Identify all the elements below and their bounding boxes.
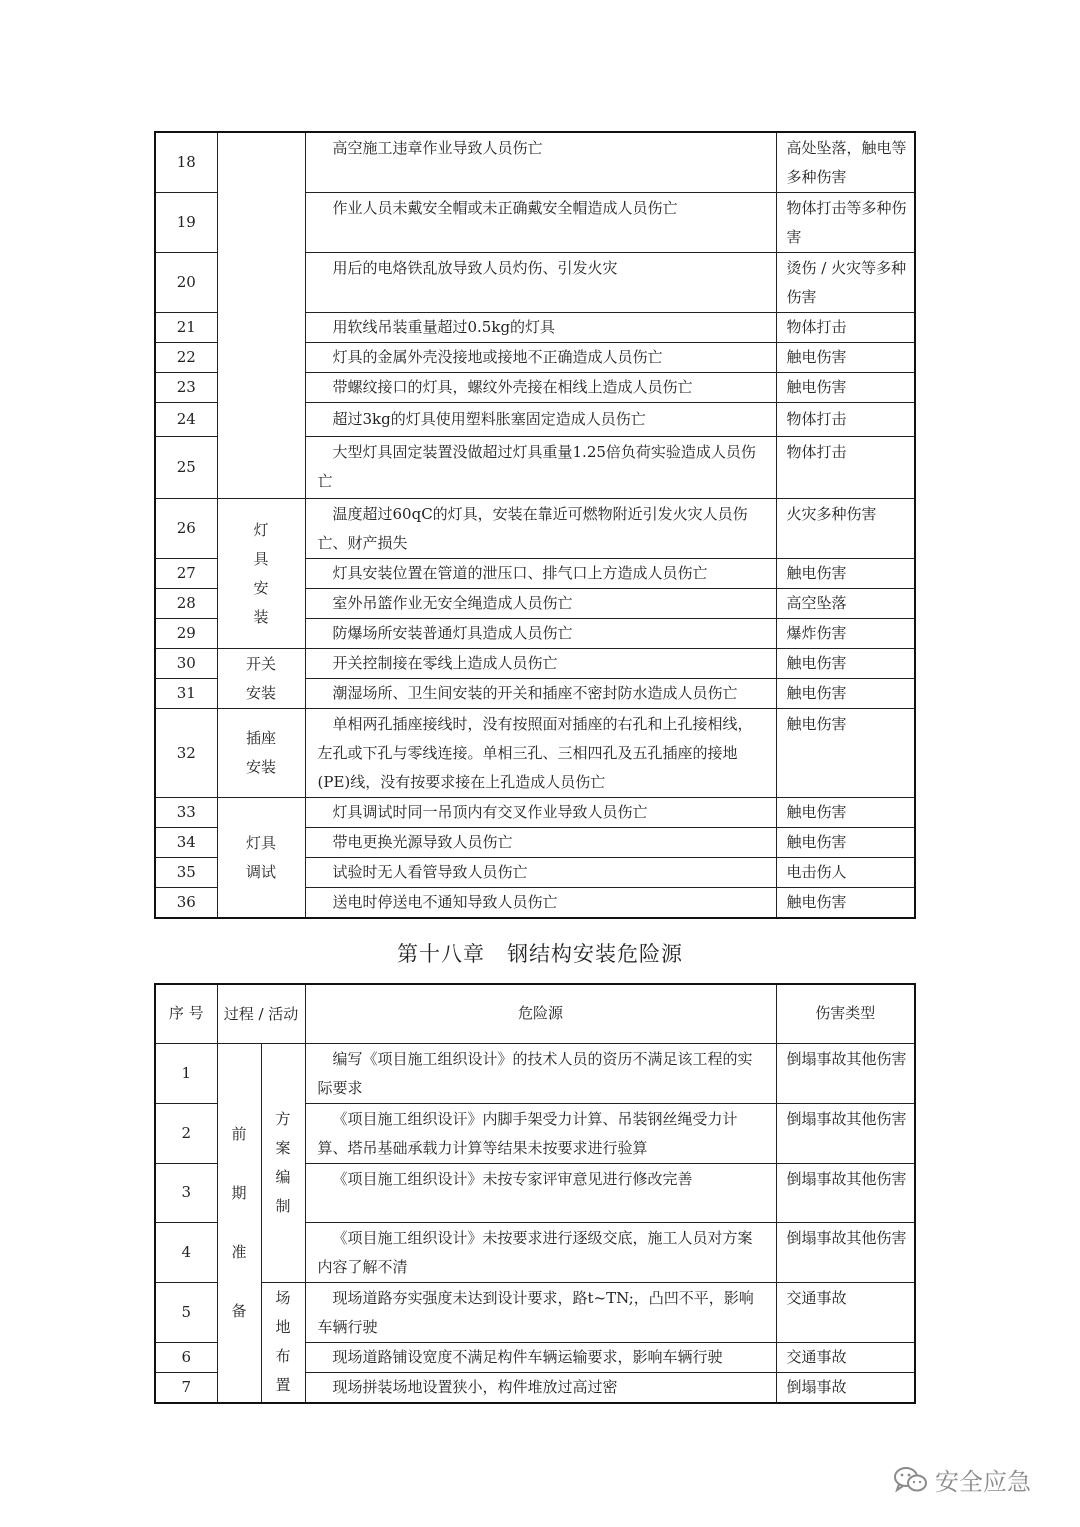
row-number: 35 (155, 858, 217, 888)
harm-type-cell: 物体打击 (776, 403, 915, 437)
harm-type-cell: 爆炸伤害 (776, 619, 915, 649)
hazard-table-electrical (154, 131, 916, 919)
row-number: 23 (155, 373, 217, 403)
hazard-table-steel-structure (154, 983, 916, 1404)
row-number: 4 (155, 1222, 217, 1282)
harm-type-cell: 交通事故 (776, 1282, 915, 1342)
hazard-cell: 现场拼装场地设置狭小，构件堆放过高过密 (305, 1372, 776, 1403)
harm-type-cell: 触电伤害 (776, 343, 915, 373)
hazard-cell: 灯具安装位置在管道的泄压口、排气口上方造成人员伤亡 (305, 559, 776, 589)
harm-type-cell: 倒塌事故其他伤害 (776, 1163, 915, 1222)
row-number: 2 (155, 1103, 217, 1163)
row-number: 27 (155, 559, 217, 589)
table-row (155, 649, 915, 679)
harm-type-cell: 触电伤害 (776, 649, 915, 679)
row-number: 3 (155, 1163, 217, 1222)
table-row (155, 709, 915, 798)
header-no: 序 号 (155, 984, 217, 1043)
harm-type-cell: 倒塌事故其他伤害 (776, 1222, 915, 1282)
hazard-cell: 用后的电烙铁乱放导致人员灼伤、引发火灾 (305, 253, 776, 313)
row-number: 21 (155, 313, 217, 343)
harm-type-cell: 倒塌事故其他伤害 (776, 1103, 915, 1163)
hazard-cell: 现场道路铺设宽度不满足构件车辆运输要求，影响车辆行驶 (305, 1342, 776, 1372)
row-number: 24 (155, 403, 217, 437)
row-number: 33 (155, 798, 217, 828)
watermark-text: 安全应急 (935, 1468, 1031, 1496)
hazard-cell: 温度超过60qC的灯具，安装在靠近可燃物附近引发火灾人员伤亡、财产损失 (305, 499, 776, 559)
harm-type-cell: 倒塌事故其他伤害 (776, 1043, 915, 1103)
process-site: 场 地 布 置 (261, 1282, 305, 1403)
hazard-cell: 高空施工违章作业导致人员伤亡 (305, 132, 776, 193)
process-lamp-debug: 灯具 调试 (217, 798, 305, 919)
row-number: 36 (155, 888, 217, 919)
harm-type-cell: 触电伤害 (776, 373, 915, 403)
table-row (155, 798, 915, 828)
hazard-cell: 作业人员未戴安全帽或未正确戴安全帽造成人员伤亡 (305, 193, 776, 253)
harm-type-cell: 烫伤 / 火灾等多种伤害 (776, 253, 915, 313)
row-number: 32 (155, 709, 217, 798)
table-header-row (155, 984, 915, 1043)
table-row (155, 499, 915, 559)
row-number: 6 (155, 1342, 217, 1372)
row-number: 18 (155, 132, 217, 193)
table-row (155, 1043, 915, 1103)
row-number: 25 (155, 437, 217, 499)
row-number: 34 (155, 828, 217, 858)
harm-type-cell: 触电伤害 (776, 709, 915, 798)
row-number: 20 (155, 253, 217, 313)
row-number: 30 (155, 649, 217, 679)
hazard-cell: 带电更换光源导致人员伤亡 (305, 828, 776, 858)
harm-type-cell: 触电伤害 (776, 559, 915, 589)
table-row (155, 1282, 915, 1342)
row-number: 28 (155, 589, 217, 619)
row-number: 5 (155, 1282, 217, 1342)
hazard-cell: 开关控制接在零线上造成人员伤亡 (305, 649, 776, 679)
hazard-cell: 灯具调试时同一吊顶内有交叉作业导致人员伤亡 (305, 798, 776, 828)
harm-type-cell: 物体打击 (776, 437, 915, 499)
row-number: 22 (155, 343, 217, 373)
harm-type-cell: 物体打击等多种伤害 (776, 193, 915, 253)
header-harm-type: 伤害类型 (776, 984, 915, 1043)
hazard-cell: 灯具的金属外壳没接地或接地不正确造成人员伤亡 (305, 343, 776, 373)
chapter-title: 第十八章 钢结构安装危险源 (397, 942, 683, 966)
row-number: 19 (155, 193, 217, 253)
wechat-icon (893, 1465, 929, 1495)
row-number: 31 (155, 679, 217, 709)
harm-type-cell: 高空坠落 (776, 589, 915, 619)
harm-type-cell: 触电伤害 (776, 798, 915, 828)
process-switch-install: 开关 安装 (217, 649, 305, 709)
hazard-cell: 送电时停送电不通知导致人员伤亡 (305, 888, 776, 919)
process-prep: 前 期 准 备 (217, 1043, 261, 1403)
hazard-cell: 现场道路夯实强度未达到设计要求，路t~TN;，凸凹不平，影响车辆行驶 (305, 1282, 776, 1342)
hazard-cell: 编写《项目施工组织设计》的技术人员的资历不满足该工程的实际要求 (305, 1043, 776, 1103)
process-plan: 方 案 编 制 (261, 1043, 305, 1282)
watermark (893, 1462, 1031, 1497)
hazard-cell: 潮湿场所、卫生间安装的开关和插座不密封防水造成人员伤亡 (305, 679, 776, 709)
hazard-cell: 大型灯具固定装置没做超过灯具重量1.25倍负荷实验造成人员伤亡 (305, 437, 776, 499)
hazard-cell: 单相两孔插座接线时，没有按照面对插座的右孔和上孔接相线，左孔或下孔与零线连接。单相三孔、三相四孔及五孔插座的接地(PE)线，没有按要求接在上孔造成人员伤亡 (305, 709, 776, 798)
header-process: 过程 / 活动 (217, 984, 305, 1043)
hazard-cell: 带螺纹接口的灯具，螺纹外壳接在相线上造成人员伤亡 (305, 373, 776, 403)
row-number: 26 (155, 499, 217, 559)
harm-type-cell: 触电伤害 (776, 888, 915, 919)
hazard-cell: 试验时无人看管导致人员伤亡 (305, 858, 776, 888)
hazard-cell: 室外吊篮作业无安全绳造成人员伤亡 (305, 589, 776, 619)
table-row (155, 132, 915, 193)
process-cell-empty (217, 132, 305, 499)
process-lamp-install: 灯 具 安 装 (217, 499, 305, 649)
row-number: 7 (155, 1372, 217, 1403)
harm-type-cell: 交通事故 (776, 1342, 915, 1372)
row-number: 1 (155, 1043, 217, 1103)
harm-type-cell: 触电伤害 (776, 679, 915, 709)
harm-type-cell: 高处坠落，触电等多种伤害 (776, 132, 915, 193)
process-socket-install: 插座 安装 (217, 709, 305, 798)
hazard-cell: 用软线吊装重量超过0.5kg的灯具 (305, 313, 776, 343)
hazard-cell: 《项目施工组织设计》未按专家评审意见进行修改完善 (305, 1163, 776, 1222)
harm-type-cell: 触电伤害 (776, 828, 915, 858)
header-hazard: 危险源 (305, 984, 776, 1043)
hazard-cell: 防爆场所安装普通灯具造成人员伤亡 (305, 619, 776, 649)
harm-type-cell: 火灾多种伤害 (776, 499, 915, 559)
hazard-cell: 《项目施工组织设计》未按要求进行逐级交底，施工人员对方案内容了解不清 (305, 1222, 776, 1282)
row-number: 29 (155, 619, 217, 649)
hazard-cell: 超过3kg的灯具使用塑料胀塞固定造成人员伤亡 (305, 403, 776, 437)
harm-type-cell: 物体打击 (776, 313, 915, 343)
harm-type-cell: 倒塌事故 (776, 1372, 915, 1403)
hazard-cell: 《项目施工组织设讦》内脚手架受力计算、吊装钢丝绳受力计算、塔吊基础承载力计算等结果未按要求进行验算 (305, 1103, 776, 1163)
harm-type-cell: 电击伤人 (776, 858, 915, 888)
